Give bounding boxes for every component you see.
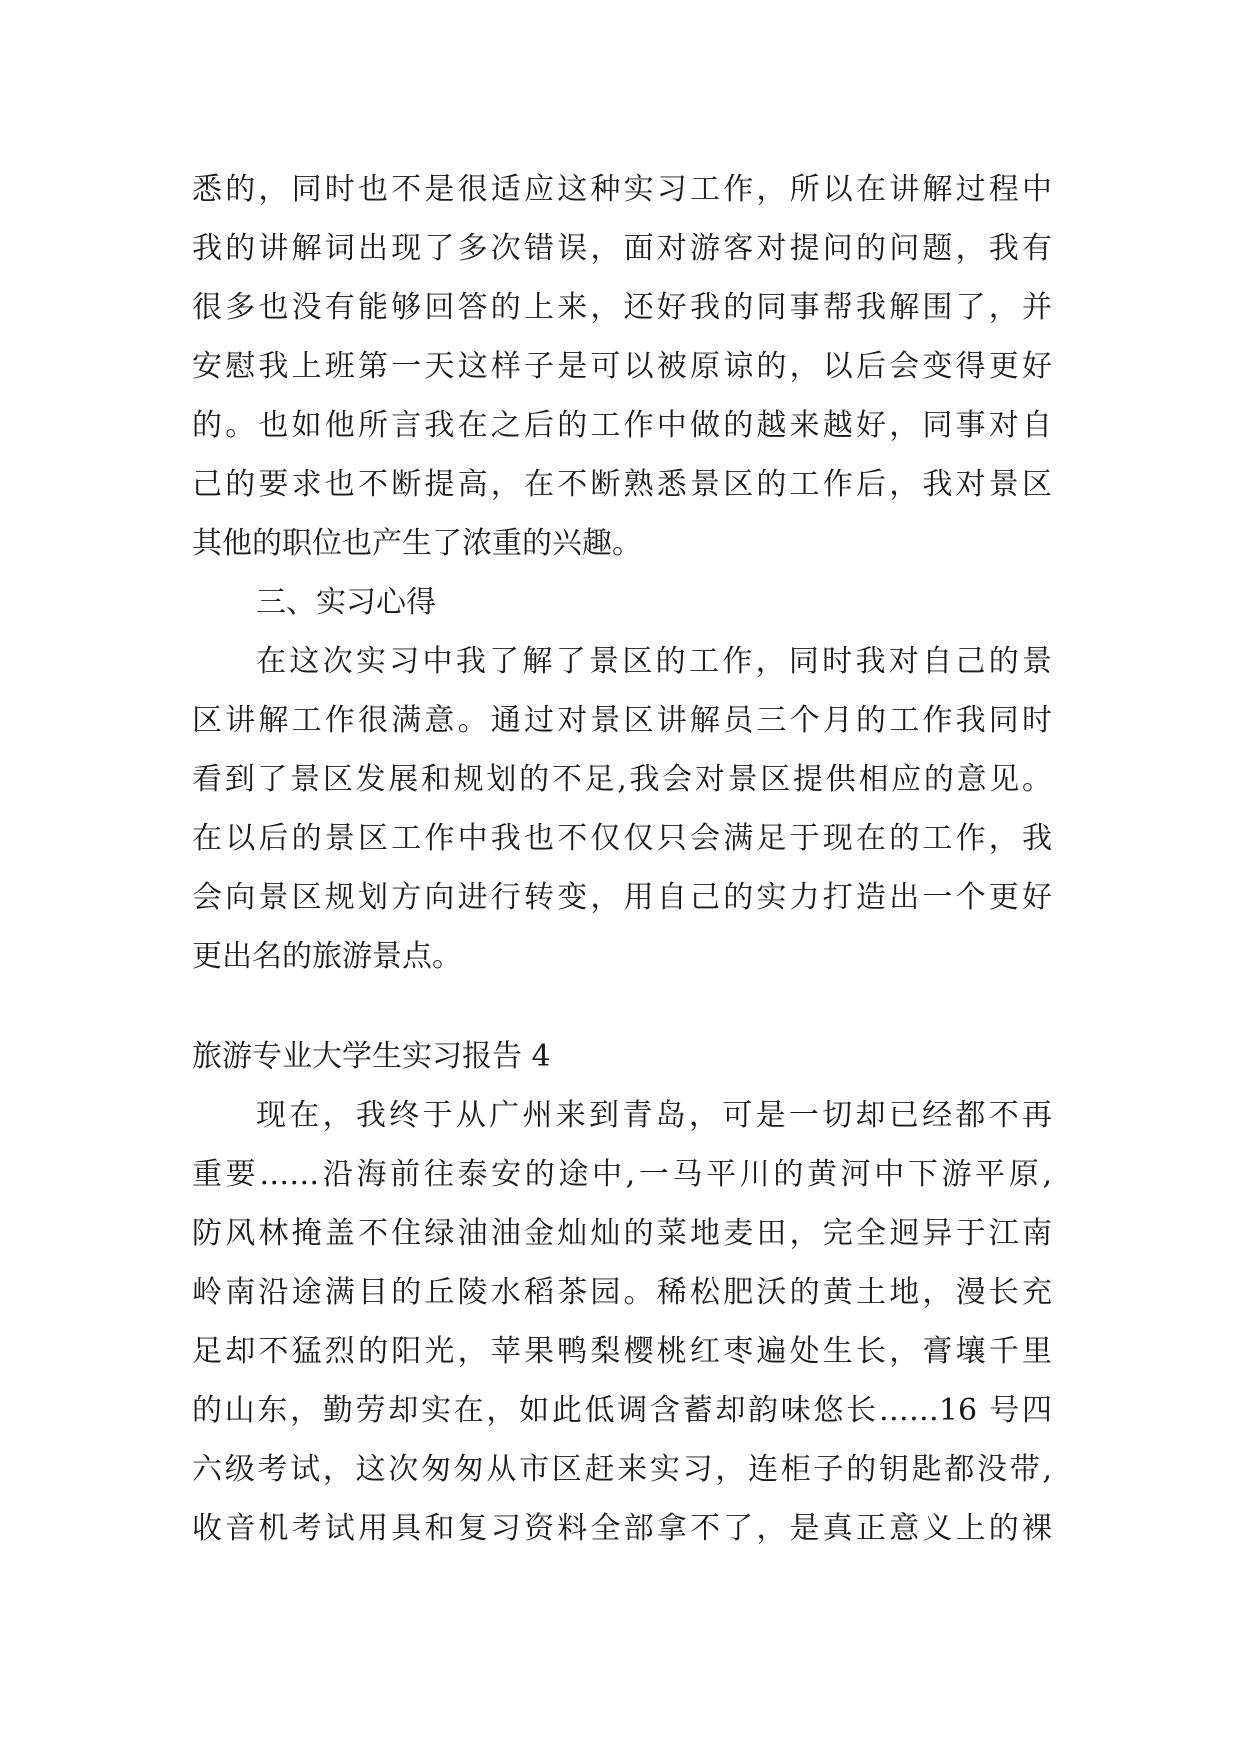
text-line: 六级考试，这次匆匆从市区赶来实习，连柜子的钥匙都没带,	[192, 1452, 1052, 1487]
text-line: 看到了景区发展和规划的不足,我会对景区提供相应的意见。	[192, 762, 1052, 797]
text-line: 会向景区规划方向进行转变，用自己的实力打造出一个更好	[192, 880, 1052, 915]
text-line: 足却不猛烈的阳光，苹果鸭梨樱桃红枣遍处生长，膏壤千里	[192, 1334, 1052, 1369]
text-line: 收音机考试用具和复习资料全部拿不了，是真正意义上的裸	[192, 1511, 1052, 1546]
text-line: 更出名的旅游景点。	[192, 939, 462, 974]
text-line: 己的要求也不断提高，在不断熟悉景区的工作后，我对景区	[192, 467, 1052, 502]
subheading-internship-reflections: 三、实习心得	[256, 585, 436, 620]
text-line: 悉的，同时也不是很适应这种实习工作，所以在讲解过程中	[192, 172, 1052, 207]
text-line: 在这次实习中我了解了景区的工作，同时我对自己的景	[256, 644, 1052, 679]
text-line: 重要……沿海前往泰安的途中,一马平川的黄河中下游平原,	[192, 1157, 1052, 1192]
text-line: 在以后的景区工作中我也不仅仅只会满足于现在的工作，我	[192, 821, 1052, 856]
text-line: 其他的职位也产生了浓重的兴趣。	[192, 526, 642, 561]
text-line: 岭南沿途满目的丘陵水稻茶园。稀松肥沃的黄土地，漫长充	[192, 1275, 1052, 1310]
text-line: 安慰我上班第一天这样子是可以被原谅的，以后会变得更好	[192, 349, 1052, 384]
text-line: 的山东，勤劳却实在，如此低调含蓄却韵味悠长……16 号四	[192, 1393, 1052, 1428]
text-line: 现在，我终于从广州来到青岛，可是一切却已经都不再	[256, 1098, 1052, 1133]
text-line: 很多也没有能够回答的上来，还好我的同事帮我解围了，并	[192, 290, 1052, 325]
text-line: 区讲解工作很满意。通过对景区讲解员三个月的工作我同时	[192, 703, 1052, 738]
text-line: 防风林掩盖不住绿油油金灿灿的菜地麦田，完全迥异于江南	[192, 1216, 1052, 1251]
text-line: 我的讲解词出现了多次错误，面对游客对提问的问题，我有	[192, 231, 1052, 266]
text-line: 的。也如他所言我在之后的工作中做的越来越好，同事对自	[192, 408, 1052, 443]
section-title: 旅游专业大学生实习报告 4	[192, 1039, 551, 1074]
paragraph-block-report-4	[192, 1086, 1052, 1558]
paragraph-block-internship-experience	[192, 160, 1052, 986]
